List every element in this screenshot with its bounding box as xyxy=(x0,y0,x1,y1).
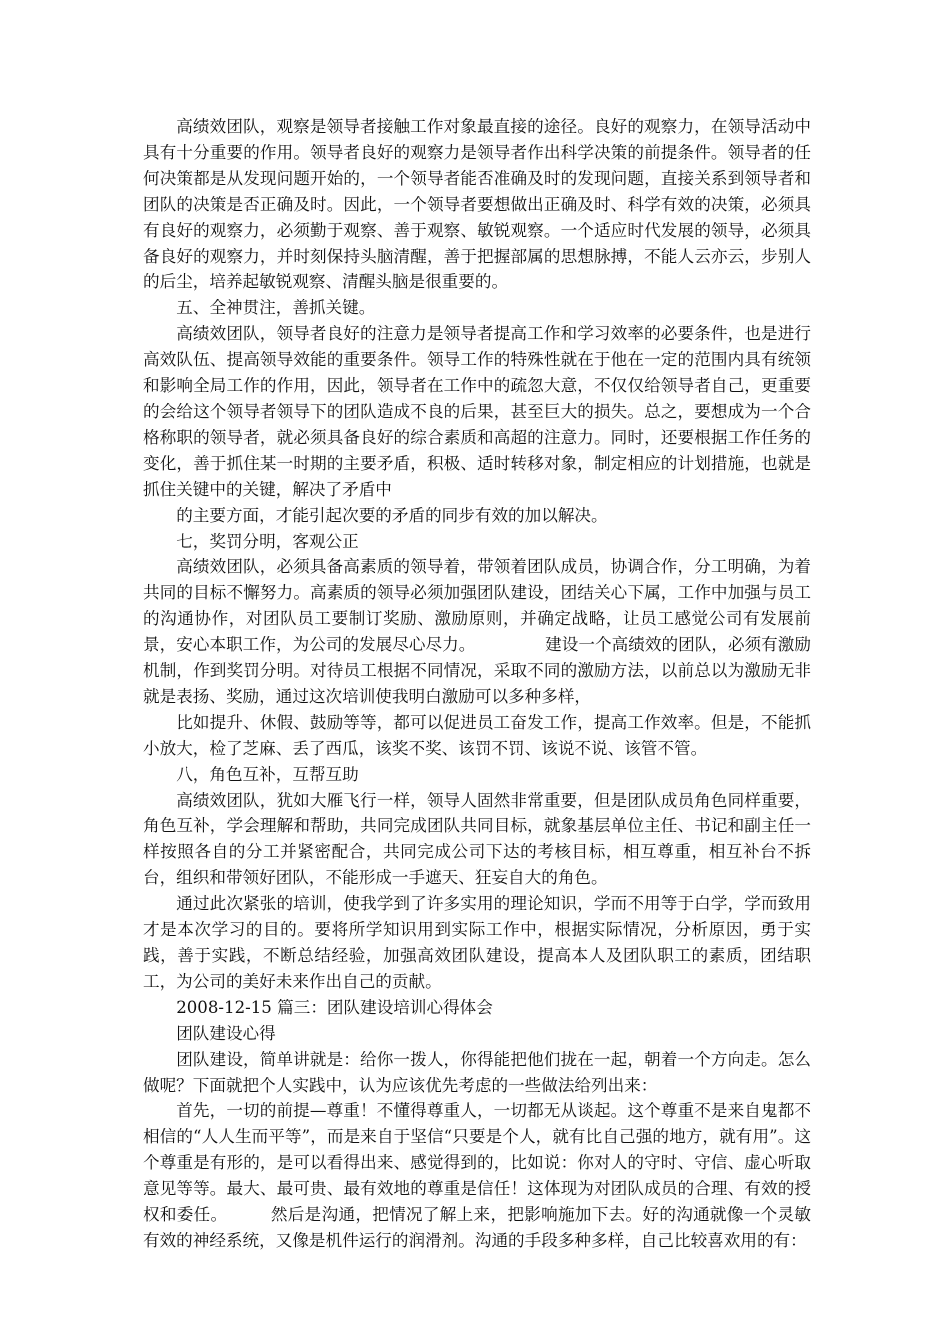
paragraph-roles: 高绩效团队，犹如大雁飞行一样，领导人固然非常重要，但是团队成员角色同样重要，角色互补，学会理解和帮助，共同完成团队共同目标，就象基层单位主任、书记和副主任一样按照各自的分工并紧密配合，共同完成公司下达的考核目标，相互尊重，相互补台不拆台，组织和带领好团队，不能形成一手遮天、狂妄自大的角色。 xyxy=(143,790,811,888)
paragraph-communication: 然后是沟通，把情况了解上来，把影响施加下去。好的沟通就像一个灵敏有效的神经系统，又像是机件运行的润滑剂。沟通的手段多种多样，自己比较喜欢用的有： xyxy=(143,1205,812,1250)
paragraph-reward-punishment xyxy=(143,554,811,709)
paragraph-team-building: 团队建设，简单讲就是：给你一拨人，你得能把他们拢在一起，朝着一个方向走。怎么做呢？下面就把个人实践中，认为应该优先考虑的一些做法给列出来： xyxy=(143,1049,811,1095)
paragraph-conclusion: 通过此次紧张的培训，使我学到了许多实用的理论知识，学而不用等于白学，学而致用才是本次学习的目的。要将所学知识用到实际工作中，根据实际情况，分析原因，勇于实践，善于实践，不断总结经验，加强高效团队建设，提高本人及团队职工的素质，团结职工，为公司的美好未来作出自己的贡献。 xyxy=(143,894,811,991)
paragraph-respect: 首先，一切的前提—尊重！不懂得尊重人，一切都无从谈起。这个尊重不是来自鬼都不相信的“人人生而平等”，而是来自于坚信“只要是个人，就有比自己强的地方，就有用”。这个尊重是有形的，是可以看得出来、感觉得到的，比如说：你对人的守时、守信、虚心听取意见等等。最大、最可贵、最有效地的尊重是信任！这体现为对团队成员的合理、有效的授权和委任。 xyxy=(143,1101,811,1225)
paragraph-reward-part-b: 建设一个高绩效的团队，必须有激励机制，作到奖罚分明。对待员工根据不同情况，采取不同的激励方法，以前总以为激励无非就是表扬、奖励，通过这次培训使我明白激励可以多种多样， xyxy=(143,635,812,706)
paragraph-respect-communication xyxy=(143,1098,811,1253)
paragraph-attention-continued: 的主要方面，才能引起次要的矛盾的同步有效的加以解决。 xyxy=(176,505,608,525)
article-subtitle: 团队建设心得 xyxy=(176,1023,276,1043)
section-heading-eight: 八，角色互补，互帮互助 xyxy=(176,764,359,784)
document-body xyxy=(143,114,811,1254)
article-date-title: 2008-12-15 篇三：团队建设培训心得体会 xyxy=(176,997,493,1017)
section-heading-seven: 七，奖罚分明，客观公正 xyxy=(176,531,359,551)
paragraph-reward-part-a: 高绩效团队，必须具备高素质的领导着，带领着团队成员，协调合作，分工明确，为着共同的目标不懈努力。高素质的领导必须加强团队建设，团结关心下属，工作中加强与员工的沟通协作，对团队员工要制订奖励、激励原则，并确定战略，让员工感觉公司有发展前景，安心本职工作，为公司的发展尽心尽力。 xyxy=(143,557,811,655)
paragraph-reward-continued: 比如提升、休假、鼓励等等，都可以促进员工奋发工作，提高工作效率。但是，不能抓小放大，检了芝麻、丢了西瓜，该奖不奖、该罚不罚、该说不说、该管不管。 xyxy=(143,712,811,758)
paragraph-observation: 高绩效团队，观察是领导者接触工作对象最直接的途径。良好的观察力，在领导活动中具有十分重要的作用。领导者良好的观察力是领导者作出科学决策的前提条件。领导者的任何决策都是从发现问题开始的，一个领导者能否准确及时的发现问题，直接关系到领导者和团队的决策是否正确及时。因此，一个领导者要想做出正确及时、科学有效的决策，必须具有良好的观察力，必须勤于观察、善于观察、敏锐观察。一个适应时代发展的领导，必须具备良好的观察力，并时刻保持头脑清醒，善于把握部属的思想脉搏，不能人云亦云，步别人的后尘，培养起敏锐观察、清醒头脑是很重要的。 xyxy=(143,117,811,292)
paragraph-attention: 高绩效团队，领导者良好的注意力是领导者提高工作和学习效率的必要条件，也是进行高效队伍、提高领导效能的重要条件。领导工作的特殊性就在于他在一定的范围内具有统领和影响全局工作的作用，因此，领导者在工作中的疏忽大意，不仅仅给领导者自己，更重要的会给这个领导者领导下的团队造成不良的后果，甚至巨大的损失。总之，要想成为一个合格称职的领导者，就必须具备良好的综合素质和高超的注意力。同时，还要根据工作任务的变化，善于抓住某一时期的主要矛盾，积极、适时转移对象，制定相应的计划措施，也就是抓住关键中的关键，解决了矛盾中 xyxy=(143,324,811,499)
section-heading-five: 五、全神贯注，善抓关键。 xyxy=(176,298,376,318)
